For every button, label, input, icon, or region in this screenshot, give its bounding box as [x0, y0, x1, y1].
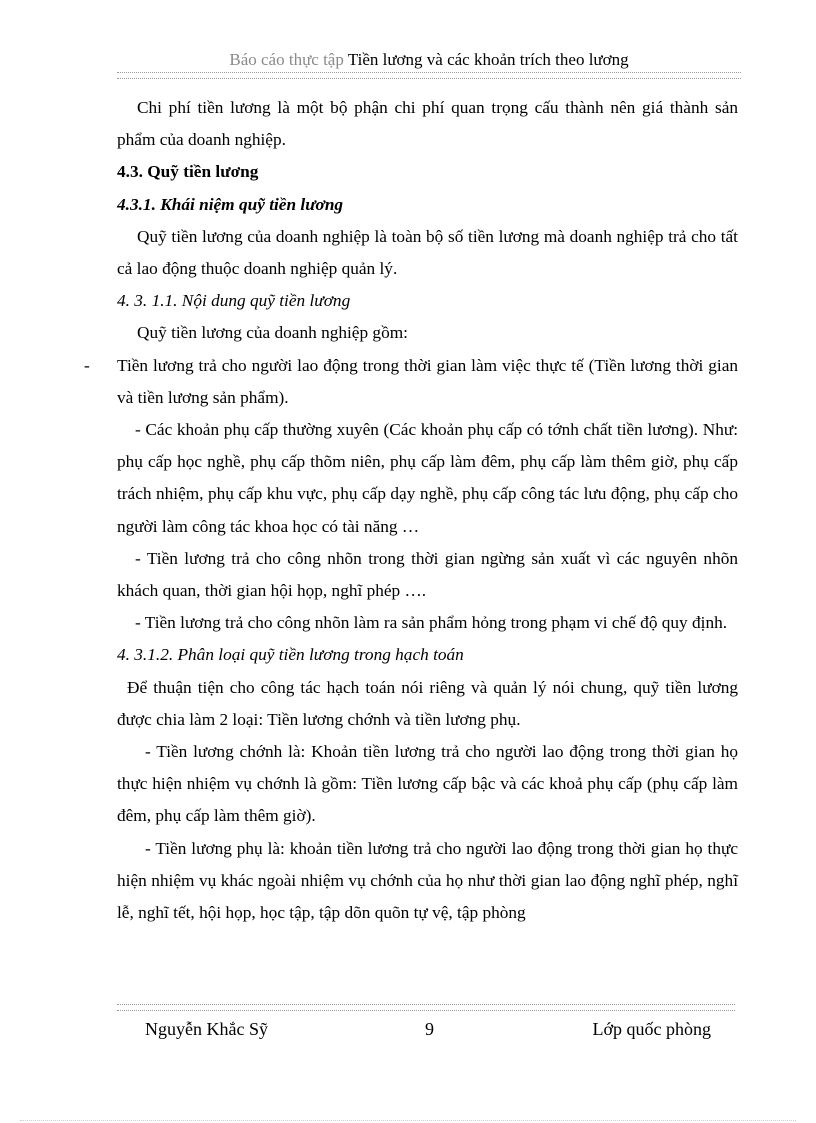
header-prefix: Báo cáo thực tập [229, 50, 344, 69]
list-item-extra-wage: - Tiền lương phụ là: khoản tiền lương trả cho người lao động trong thời gian họ thực hiện nhiệm vụ khác ngoài nhiệm vụ chớnh của họ như thời gian lao động nghĩ phép, nghĩ lễ, nghĩ tết, hội họp, học tập, tập dõn quõn tự vệ, tập phòng [117, 838, 738, 923]
list-item-main-wage: - Tiền lương chớnh là: Khoản tiền lương trả cho người lao động trong thời gian họ thực hiện nhiệm vụ chớnh là gồm: Tiền lương cấp bậc và các khoả phụ cấp (phụ cấp làm đêm, phụ cấp làm thêm giờ). [117, 742, 738, 826]
list-item-text: Tiền lương trả cho người lao động trong thời gian làm việc thực tế (Tiền lương thời gian và tiền lương sản phẩm). [117, 355, 738, 407]
document-body [84, 92, 738, 929]
footer-class: Lớp quốc phòng [592, 1019, 711, 1039]
list-item-defects: - Tiền lương trả cho công nhõn làm ra sản phẩm hỏng trong phạm vi chế độ quy định. [135, 613, 728, 633]
heading-4-3-1-2: 4. 3.1.2. Phân loại quỹ tiền lương trong hạch toán [117, 645, 464, 665]
header-divider [117, 72, 741, 79]
paragraph-classification: Để thuận tiện cho công tác hạch toán nói riêng và quản lý nói chung, quỹ tiền lương được chia làm 2 loại: Tiền lương chớnh và tiền lương phụ. [117, 677, 738, 729]
page-number: 9 [425, 1019, 434, 1039]
heading-4-3-1-1: 4. 3. 1.1. Nội dung quỹ tiền lương [117, 291, 351, 311]
footer-author: Nguyễn Khắc Sỹ [145, 1019, 268, 1039]
page-edge-divider [20, 1120, 796, 1121]
header-title: Tiền lương và các khoản trích theo lương [347, 50, 629, 69]
list-item-stoppage: - Tiền lương trả cho công nhõn trong thời gian ngừng sản xuất vì các nguyên nhõn khách quan, thời gian hội họp, nghĩ phép …. [117, 548, 738, 601]
page-footer [145, 1016, 711, 1042]
list-item-allowances: - Các khoản phụ cấp thường xuyên (Các khoản phụ cấp có tớnh chất tiền lương). Như: phụ cấp học nghề, phụ cấp thõm niên, phụ cấp làm đêm, phụ cấp làm thêm giờ, phụ cấp trách nhiệm, phụ cấp khu vực, phụ cấp dạy nghề, phụ cấp công tác lưu động, phụ cấp cho người làm công tác khoa học có tài năng … [117, 420, 738, 536]
paragraph-definition: Quỹ tiền lương của doanh nghiệp là toàn bộ số tiền lương mà doanh nghiệp trả cho tất cả lao động thuộc doanh nghiệp quản lý. [117, 226, 738, 279]
footer-divider [117, 1004, 735, 1011]
bullet-dash: - [84, 355, 90, 375]
list-item-actual-work [84, 350, 738, 414]
heading-4-3-1: 4.3.1. Khái niệm quỹ tiền lương [117, 194, 344, 214]
heading-4-3: 4.3. Quỹ tiền lương [117, 162, 259, 182]
paragraph-intro: Chi phí tiền lương là một bộ phận chi phí quan trọng cấu thành nên giá thành sản phẩm của doanh nghiệp. [117, 98, 738, 150]
page-header [117, 49, 741, 71]
paragraph-components-intro: Quỹ tiền lương của doanh nghiệp gồm: [137, 323, 408, 343]
